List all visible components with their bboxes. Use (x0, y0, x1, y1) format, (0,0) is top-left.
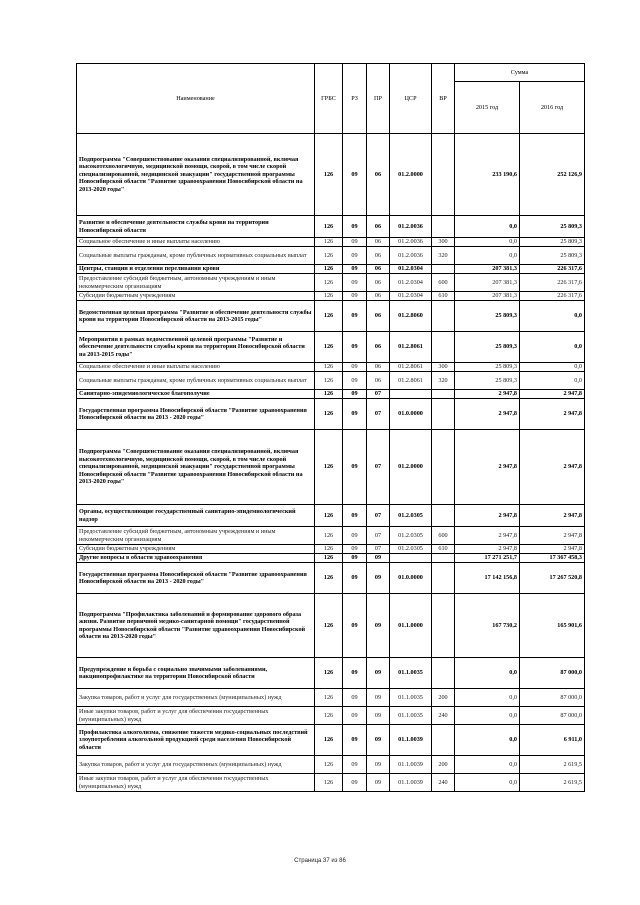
cell-rz: 09 (343, 363, 367, 372)
cell-sum-2015: 25 809,3 (455, 372, 520, 390)
cell-vr: 240 (432, 774, 455, 792)
table-row (77, 238, 585, 247)
cell-sum-2015: 207 381,3 (455, 265, 520, 274)
cell-csr (390, 390, 432, 399)
cell-csr: 01.1.0035 (390, 707, 432, 725)
cell-sum-2015: 233 190,6 (455, 134, 520, 216)
cell-sum-2016: 2 947,8 (520, 505, 585, 527)
table-row (77, 247, 585, 265)
cell-sum-2015: 2 947,8 (455, 390, 520, 399)
cell-rz: 09 (343, 292, 367, 301)
cell-rz: 09 (343, 527, 367, 545)
cell-grbs: 126 (315, 274, 343, 292)
cell-name: Подпрограмма "Профилактика заболеваний и формирование здорового образа жизни. Развитие первичной медико-санитарной помощи" государственной программы Новосибирской области "Развитие здравоохранения Новосибирской области на 2013-2020 годы" (77, 594, 315, 658)
cell-name: Социальное обеспечение и иные выплаты населению (77, 238, 315, 247)
cell-vr (432, 301, 455, 332)
cell-sum-2015: 25 809,3 (455, 363, 520, 372)
cell-rz: 09 (343, 594, 367, 658)
cell-grbs: 126 (315, 265, 343, 274)
cell-vr (432, 216, 455, 238)
cell-csr: 01.1.0035 (390, 658, 432, 689)
cell-vr (432, 390, 455, 399)
cell-rz: 09 (343, 399, 367, 430)
cell-grbs: 126 (315, 554, 343, 563)
cell-sum-2015: 207 381,3 (455, 292, 520, 301)
table-row (77, 707, 585, 725)
cell-grbs: 126 (315, 430, 343, 505)
cell-sum-2015: 0,0 (455, 658, 520, 689)
cell-grbs: 126 (315, 372, 343, 390)
cell-sum-2015: 25 809,3 (455, 332, 520, 363)
header-rz: РЗ (343, 64, 367, 134)
cell-rz: 09 (343, 563, 367, 594)
table-header (77, 64, 585, 134)
cell-csr: 01.0.0000 (390, 563, 432, 594)
cell-sum-2016: 226 317,6 (520, 274, 585, 292)
cell-vr: 300 (432, 363, 455, 372)
cell-pr: 09 (367, 756, 390, 774)
cell-name: Развитие и обеспечение деятельности службы крови на территории Новосибирской области (77, 216, 315, 238)
cell-vr (432, 134, 455, 216)
cell-name: Субсидии бюджетным учреждениям (77, 545, 315, 554)
cell-vr: 610 (432, 545, 455, 554)
cell-grbs: 126 (315, 658, 343, 689)
cell-name: Закупка товаров, работ и услуг для государственных (муниципальных) нужд (77, 756, 315, 774)
table-row (77, 594, 585, 658)
table-row (77, 274, 585, 292)
cell-pr: 06 (367, 301, 390, 332)
table-row (77, 756, 585, 774)
table-row (77, 363, 585, 372)
cell-sum-2016: 2 947,8 (520, 527, 585, 545)
cell-rz: 09 (343, 725, 367, 756)
cell-pr: 09 (367, 689, 390, 707)
cell-name: Санитарно-эпидемиологическое благополучие (77, 390, 315, 399)
cell-rz: 09 (343, 265, 367, 274)
cell-csr: 01.2.0036 (390, 238, 432, 247)
cell-vr: 610 (432, 292, 455, 301)
cell-grbs: 126 (315, 563, 343, 594)
cell-sum-2016: 0,0 (520, 332, 585, 363)
cell-pr: 06 (367, 292, 390, 301)
cell-sum-2016: 87 000,0 (520, 689, 585, 707)
cell-sum-2016: 226 317,6 (520, 292, 585, 301)
header-grbs: ГРБС (315, 64, 343, 134)
cell-vr (432, 399, 455, 430)
cell-pr: 07 (367, 527, 390, 545)
cell-name: Органы, осуществляющие государственный санитарно-эпидемиологический надзор (77, 505, 315, 527)
cell-rz: 09 (343, 707, 367, 725)
cell-grbs: 126 (315, 594, 343, 658)
cell-rz: 09 (343, 216, 367, 238)
cell-vr (432, 430, 455, 505)
cell-name: Предоставление субсидий бюджетным, автономным учреждениям и иным некоммерческим организациям (77, 274, 315, 292)
cell-csr: 01.2.0304 (390, 274, 432, 292)
header-csr: ЦСР (390, 64, 432, 134)
header-pr: ПР (367, 64, 390, 134)
budget-table (76, 63, 585, 792)
cell-vr (432, 554, 455, 563)
cell-grbs: 126 (315, 363, 343, 372)
cell-name: Государственная программа Новосибирской области "Развитие здравоохранения Новосибирской области на 2013 - 2020 годы" (77, 563, 315, 594)
cell-sum-2015: 0,0 (455, 756, 520, 774)
cell-name: Мероприятия в рамках ведомственной целевой программы "Развитие и обеспечение деятельности службы крови на территории Новосибирской области на 2013-2015 годы" (77, 332, 315, 363)
cell-pr: 06 (367, 247, 390, 265)
cell-vr (432, 594, 455, 658)
cell-rz: 09 (343, 430, 367, 505)
cell-sum-2015: 207 381,3 (455, 274, 520, 292)
cell-sum-2016: 2 947,8 (520, 545, 585, 554)
cell-csr: 01.2.0304 (390, 292, 432, 301)
cell-name: Государственная программа Новосибирской области "Развитие здравоохранения Новосибирской области на 2013 - 2020 годы" (77, 399, 315, 430)
table-row (77, 774, 585, 792)
cell-rz: 09 (343, 301, 367, 332)
header-sum: Сумма (455, 64, 585, 82)
cell-csr: 01.2.0305 (390, 545, 432, 554)
cell-name: Ведомственная целевая программа "Развитие и обеспечение деятельности службы крови на территории Новосибирской области на 2013-2015 годы" (77, 301, 315, 332)
cell-rz: 09 (343, 658, 367, 689)
cell-grbs: 126 (315, 301, 343, 332)
cell-sum-2016: 2 947,8 (520, 390, 585, 399)
cell-sum-2016: 165 901,6 (520, 594, 585, 658)
cell-pr: 09 (367, 774, 390, 792)
cell-pr: 07 (367, 545, 390, 554)
cell-sum-2015: 17 271 251,7 (455, 554, 520, 563)
cell-name: Социальное обеспечение и иные выплаты населению (77, 363, 315, 372)
cell-sum-2015: 0,0 (455, 247, 520, 265)
cell-pr: 09 (367, 707, 390, 725)
cell-csr: 01.2.8060 (390, 301, 432, 332)
cell-sum-2016: 6 911,0 (520, 725, 585, 756)
cell-name: Иные закупки товаров, работ и услуг для обеспечения государственных (муниципальных) нужд (77, 707, 315, 725)
cell-rz: 09 (343, 554, 367, 563)
cell-name: Подпрограмма "Совершенствование оказания специализированной, включая высокотехнологичную, медицинской помощи, скорой, в том числе скорой специализированной, медицинской эвакуации" государственной программы Новосибирской области "Развитие здравоохранения Новосибирской области на 2013-2020 годы" (77, 430, 315, 505)
cell-vr (432, 265, 455, 274)
cell-name: Предупреждение и борьба с социально значимыми заболеваниями, вакцинопрофилактике на территории Новосибирской области (77, 658, 315, 689)
cell-csr: 01.1.0000 (390, 594, 432, 658)
cell-csr: 01.2.8061 (390, 332, 432, 363)
cell-sum-2016: 2 619,5 (520, 756, 585, 774)
table-row (77, 301, 585, 332)
cell-sum-2016: 2 619,5 (520, 774, 585, 792)
table-row (77, 505, 585, 527)
cell-grbs: 126 (315, 238, 343, 247)
cell-grbs: 126 (315, 774, 343, 792)
table-row (77, 265, 585, 274)
table-row (77, 216, 585, 238)
table-row (77, 430, 585, 505)
table-row (77, 372, 585, 390)
cell-rz: 09 (343, 238, 367, 247)
cell-name: Предоставление субсидий бюджетным, автономным учреждениям и иным некоммерческим организациям (77, 527, 315, 545)
cell-sum-2015: 0,0 (455, 774, 520, 792)
cell-csr: 01.2.8061 (390, 372, 432, 390)
cell-pr: 09 (367, 725, 390, 756)
cell-csr: 01.2.0304 (390, 265, 432, 274)
cell-sum-2015: 25 809,3 (455, 301, 520, 332)
cell-grbs: 126 (315, 332, 343, 363)
table-row (77, 390, 585, 399)
cell-sum-2015: 0,0 (455, 707, 520, 725)
cell-grbs: 126 (315, 756, 343, 774)
table-row (77, 554, 585, 563)
table-body (77, 134, 585, 792)
cell-name: Другие вопросы в области здравоохранения (77, 554, 315, 563)
cell-vr (432, 658, 455, 689)
cell-csr: 01.1.0039 (390, 774, 432, 792)
table-row (77, 332, 585, 363)
cell-rz: 09 (343, 247, 367, 265)
cell-sum-2016: 0,0 (520, 301, 585, 332)
cell-sum-2015: 2 947,8 (455, 527, 520, 545)
cell-sum-2016: 0,0 (520, 363, 585, 372)
cell-pr: 06 (367, 134, 390, 216)
cell-csr: 01.0.0000 (390, 399, 432, 430)
cell-pr: 07 (367, 430, 390, 505)
cell-vr: 600 (432, 527, 455, 545)
cell-name: Центры, станции и отделения переливания крови (77, 265, 315, 274)
table-row (77, 689, 585, 707)
cell-sum-2015: 167 730,2 (455, 594, 520, 658)
cell-pr: 07 (367, 399, 390, 430)
cell-pr: 06 (367, 332, 390, 363)
cell-rz: 09 (343, 372, 367, 390)
cell-sum-2015: 2 947,8 (455, 399, 520, 430)
cell-name: Иные закупки товаров, работ и услуг для обеспечения государственных (муниципальных) нужд (77, 774, 315, 792)
cell-grbs: 126 (315, 527, 343, 545)
cell-csr: 01.1.0039 (390, 756, 432, 774)
cell-sum-2016: 2 947,8 (520, 399, 585, 430)
cell-sum-2016: 17 267 520,8 (520, 563, 585, 594)
cell-grbs: 126 (315, 399, 343, 430)
cell-csr: 01.2.0000 (390, 430, 432, 505)
cell-sum-2015: 0,0 (455, 238, 520, 247)
cell-sum-2015: 0,0 (455, 725, 520, 756)
cell-name: Закупка товаров, работ и услуг для государственных (муниципальных) нужд (77, 689, 315, 707)
cell-grbs: 126 (315, 390, 343, 399)
cell-grbs: 126 (315, 505, 343, 527)
cell-pr: 09 (367, 554, 390, 563)
cell-name: Социальные выплаты гражданам, кроме публичных нормативных социальных выплат (77, 372, 315, 390)
cell-sum-2016: 226 317,6 (520, 265, 585, 274)
cell-grbs: 126 (315, 725, 343, 756)
cell-vr: 200 (432, 756, 455, 774)
cell-vr: 320 (432, 247, 455, 265)
cell-vr: 200 (432, 689, 455, 707)
cell-rz: 09 (343, 134, 367, 216)
cell-pr: 06 (367, 274, 390, 292)
header-year-2016: 2016 год (520, 82, 585, 134)
cell-sum-2015: 0,0 (455, 689, 520, 707)
table-row (77, 292, 585, 301)
cell-pr: 07 (367, 505, 390, 527)
table-row (77, 527, 585, 545)
cell-sum-2016: 17 367 458,3 (520, 554, 585, 563)
cell-pr: 09 (367, 658, 390, 689)
cell-csr (390, 554, 432, 563)
cell-pr: 06 (367, 372, 390, 390)
table-row (77, 545, 585, 554)
cell-vr: 320 (432, 372, 455, 390)
cell-sum-2015: 0,0 (455, 216, 520, 238)
cell-sum-2016: 25 809,3 (520, 238, 585, 247)
cell-rz: 09 (343, 545, 367, 554)
cell-grbs: 126 (315, 247, 343, 265)
table-row (77, 563, 585, 594)
table-row (77, 658, 585, 689)
cell-grbs: 126 (315, 292, 343, 301)
cell-name: Социальные выплаты гражданам, кроме публичных нормативных социальных выплат (77, 247, 315, 265)
cell-rz: 09 (343, 390, 367, 399)
cell-pr: 09 (367, 594, 390, 658)
header-vr: ВР (432, 64, 455, 134)
header-year-2015: 2015 год (455, 82, 520, 134)
cell-pr: 06 (367, 363, 390, 372)
cell-grbs: 126 (315, 216, 343, 238)
cell-csr: 01.2.0305 (390, 527, 432, 545)
cell-csr: 01.2.8061 (390, 363, 432, 372)
table-row (77, 134, 585, 216)
cell-sum-2016: 2 947,8 (520, 430, 585, 505)
cell-sum-2015: 2 947,8 (455, 545, 520, 554)
cell-name: Подпрограмма "Совершенствование оказания специализированной, включая высокотехнологичную, медицинской помощи, скорой, в том числе скорой специализированной, медицинской эвакуации" государственной программы Новосибирской области "Развитие здравоохранения Новосибирской области на 2013-2020 годы" (77, 134, 315, 216)
cell-grbs: 126 (315, 689, 343, 707)
cell-csr: 01.1.0035 (390, 689, 432, 707)
cell-csr: 01.1.0039 (390, 725, 432, 756)
table-row (77, 725, 585, 756)
cell-sum-2015: 2 947,8 (455, 505, 520, 527)
cell-sum-2016: 0,0 (520, 372, 585, 390)
cell-vr: 600 (432, 274, 455, 292)
header-name: Наименование (77, 64, 315, 134)
cell-rz: 09 (343, 756, 367, 774)
cell-sum-2016: 87 000,0 (520, 707, 585, 725)
cell-vr (432, 725, 455, 756)
cell-csr: 01.2.0036 (390, 247, 432, 265)
cell-vr: 240 (432, 707, 455, 725)
cell-vr (432, 505, 455, 527)
cell-vr: 300 (432, 238, 455, 247)
cell-vr (432, 563, 455, 594)
cell-sum-2016: 87 000,0 (520, 658, 585, 689)
cell-grbs: 126 (315, 707, 343, 725)
cell-csr: 01.2.0036 (390, 216, 432, 238)
cell-pr: 06 (367, 265, 390, 274)
cell-vr (432, 332, 455, 363)
cell-sum-2016: 252 126,9 (520, 134, 585, 216)
cell-sum-2016: 25 809,3 (520, 247, 585, 265)
cell-pr: 06 (367, 238, 390, 247)
cell-sum-2015: 17 142 156,8 (455, 563, 520, 594)
cell-rz: 09 (343, 774, 367, 792)
table-row (77, 399, 585, 430)
cell-pr: 07 (367, 390, 390, 399)
cell-name: Субсидии бюджетным учреждениям (77, 292, 315, 301)
cell-rz: 09 (343, 505, 367, 527)
cell-grbs: 126 (315, 134, 343, 216)
cell-name: Профилактика алкоголизма, снижение тяжести медико-социальных последствий злоупотребления алкогольной продукцией среди населения Новосибирской области (77, 725, 315, 756)
cell-pr: 09 (367, 563, 390, 594)
cell-csr: 01.2.0000 (390, 134, 432, 216)
cell-csr: 01.2.0305 (390, 505, 432, 527)
cell-sum-2015: 2 947,8 (455, 430, 520, 505)
cell-rz: 09 (343, 274, 367, 292)
cell-grbs: 126 (315, 545, 343, 554)
cell-pr: 06 (367, 216, 390, 238)
cell-sum-2016: 25 809,3 (520, 216, 585, 238)
page-footer: Страница 37 из 86 (294, 858, 346, 864)
cell-rz: 09 (343, 332, 367, 363)
cell-rz: 09 (343, 689, 367, 707)
